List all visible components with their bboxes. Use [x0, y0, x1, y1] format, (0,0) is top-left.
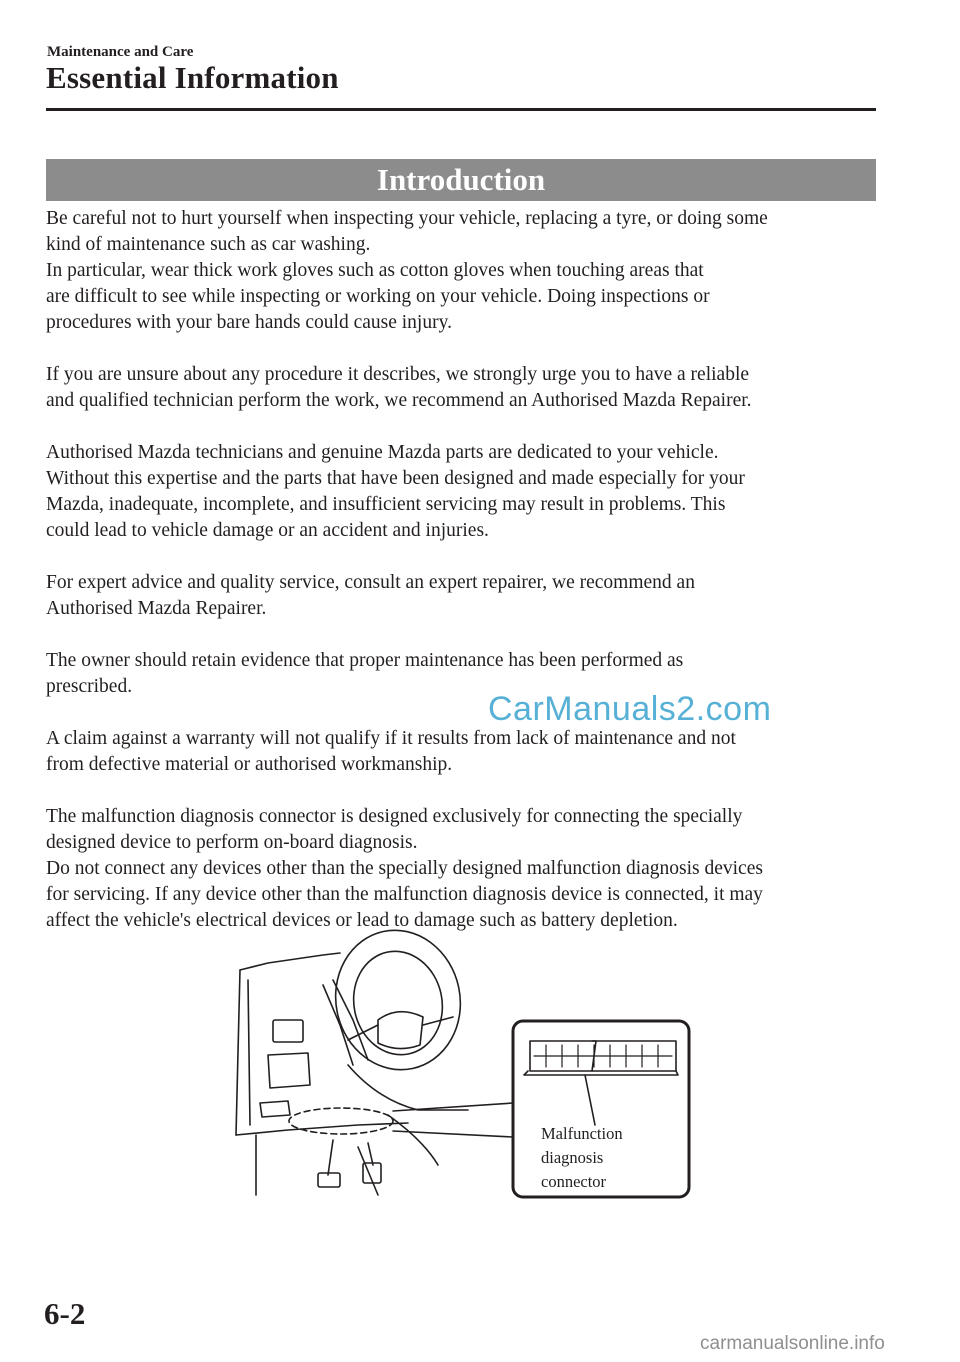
connector-location-marker: [289, 1108, 393, 1134]
paragraph-line: could lead to vehicle damage or an accident and injuries.: [46, 520, 489, 541]
paragraph-3: [46, 440, 876, 544]
page-number: 6-2: [44, 1296, 86, 1331]
paragraph-6: [46, 726, 876, 778]
paragraph-line: For expert advice and quality service, consult an expert repairer, we recommend an: [46, 572, 695, 593]
paragraph-7: [46, 804, 876, 934]
panel-line: [268, 1053, 310, 1088]
paragraph-line: designed device to perform on-board diagnosis.: [46, 832, 418, 853]
paragraph-line: Authorised Mazda technicians and genuine Mazda parts are dedicated to your vehicle.: [46, 442, 719, 463]
steering-column: [323, 985, 353, 1065]
floor-line: [358, 1147, 378, 1195]
vent-panel: [273, 1020, 303, 1042]
paragraph-4: [46, 570, 876, 622]
dashboard-outline: [240, 953, 340, 970]
paragraph-line: from defective material or authorised workmanship.: [46, 754, 453, 775]
floor-line-2: [388, 1115, 438, 1165]
dashboard-left-edge: [236, 970, 240, 1135]
steering-spoke-left: [348, 1025, 378, 1040]
lower-dash-curve: [348, 1065, 468, 1110]
paragraph-line: Do not connect any devices other than the specially designed malfunction diagnosis devices: [46, 858, 763, 879]
body-text: [46, 206, 876, 934]
connector-label-line-3: connector: [541, 1172, 607, 1191]
paragraph-line: prescribed.: [46, 676, 133, 697]
connector-label-line-2: diagnosis: [541, 1148, 604, 1167]
paragraph-line: The owner should retain evidence that proper maintenance has been performed as: [46, 650, 684, 671]
connector-label-line-1: Malfunction: [541, 1124, 623, 1143]
steering-wheel-inner: [344, 943, 452, 1063]
diagnosis-connector-illustration: [228, 925, 698, 1205]
brake-pedal: [318, 1173, 340, 1187]
label-leader: [585, 1075, 595, 1125]
steering-spoke-right: [423, 1017, 453, 1025]
paragraph-1: [46, 206, 876, 336]
paragraph-line: are difficult to see while inspecting or working on your vehicle. Doing inspections or: [46, 286, 710, 307]
fuse-box: [260, 1101, 290, 1117]
paragraph-line: kind of maintenance such as car washing.: [46, 234, 371, 255]
paragraph-line: Authorised Mazda Repairer.: [46, 598, 267, 619]
paragraph-line: for servicing. If any device other than the malfunction diagnosis device is connected, it may: [46, 884, 763, 905]
paragraph-line: Mazda, inadequate, incomplete, and insufficient servicing may result in problems. This: [46, 494, 726, 515]
paragraph-line: and qualified technician perform the work, we recommend an Authorised Mazda Repairer.: [46, 390, 752, 411]
section-label: Maintenance and Care: [47, 44, 194, 60]
watermark-text: CarManuals2.com: [488, 690, 772, 728]
paragraph-line: Be careful not to hurt yourself when inspecting your vehicle, replacing a tyre, or doing some: [46, 208, 768, 229]
page-title: Essential Information: [46, 60, 339, 95]
steering-hub: [378, 1012, 423, 1049]
paragraph-line: In particular, wear thick work gloves such as cotton gloves when touching areas that: [46, 260, 704, 281]
footer-site-link[interactable]: carmanualsonline.info: [700, 1333, 885, 1354]
paragraph-line: A claim against a warranty will not qualify if it results from lack of maintenance and not: [46, 728, 736, 749]
paragraph-line: Without this expertise and the parts that have been designed and made especially for your: [46, 468, 745, 489]
callout-box: [513, 1021, 689, 1197]
paragraph-line: procedures with your bare hands could cause injury.: [46, 312, 452, 333]
header-divider: [46, 108, 876, 111]
introduction-heading: Introduction: [46, 159, 876, 201]
door-pillar-2: [248, 980, 250, 1125]
paragraph-line: If you are unsure about any procedure it describes, we strongly urge you to have a reliable: [46, 364, 750, 385]
paragraph-line: affect the vehicle's electrical devices or lead to damage such as battery depletion.: [46, 910, 678, 931]
paragraph-line: The malfunction diagnosis connector is designed exclusively for connecting the specially: [46, 806, 743, 827]
pedal-arm-right: [368, 1143, 373, 1165]
pedal-arm-left: [328, 1140, 333, 1175]
paragraph-2: [46, 362, 876, 414]
